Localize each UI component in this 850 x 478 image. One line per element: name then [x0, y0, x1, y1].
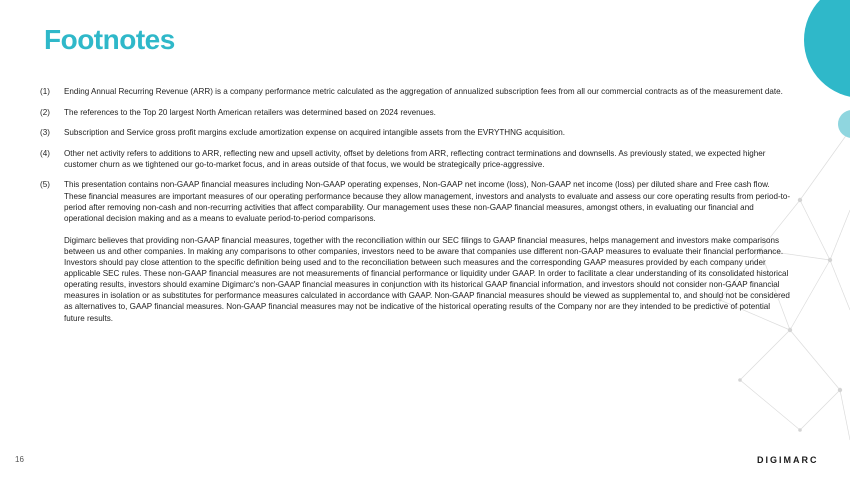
footnote-1	[40, 86, 792, 97]
footnote-number: (5)	[40, 180, 50, 190]
footnote-text: Other net activity refers to additions to ARR, reflecting new and upsell activity, offset by deletions from ARR, reflecting contract terminations and downsells. As previously stated, we expected higher customer churn as we tightened our go-to-market focus, and in areas outside of that focus, we would be strategically price-aggressive.	[64, 148, 766, 169]
footnote-text: Ending Annual Recurring Revenue (ARR) is a company performance metric calculated as the aggregation of annualized subscription fees from all our commercial contracts as of the measurement date.	[64, 87, 783, 96]
page-number: 16	[15, 455, 24, 464]
page-title: Footnotes	[44, 24, 175, 55]
footnote-2	[40, 107, 792, 118]
footnotes-list	[40, 86, 792, 333]
accent-circle-small	[838, 110, 850, 138]
footnote-5	[40, 179, 792, 323]
brand-logo: DIGIMARC	[757, 455, 819, 465]
footnote-text: Subscription and Service gross profit margins exclude amortization expense on acquired intangible assets from the EVRYTHNG acquisition.	[64, 128, 566, 138]
footnote-text: The references to the Top 20 largest North American retailers was determined based on 2024 revenues.	[64, 107, 436, 117]
footnote-text: This presentation contains non-GAAP financial measures including Non-GAAP operating expenses, Non-GAAP net income (loss), Non-GAAP net income (loss) per diluted share and Free cash flow. These financial measures are important measures of our operating performance because they allow management, investors and analysts to evaluate and assess our core operating results from period-to-period after removing non-cash and non-recurring activities that affect comparability. Our management uses these non-GAAP financial measures, amongst others, in evaluating our financial and operational decision making and as a means to evaluate period-to-period comparisons.	[64, 180, 791, 223]
footnote-3	[40, 127, 792, 138]
footnote-number: (1)	[40, 87, 50, 96]
footnote-number: (4)	[40, 148, 50, 158]
accent-circle	[804, 0, 850, 98]
footnote-text-continued: Digimarc believes that providing non-GAAP financial measures, together with the reconciliation within our SEC filings to GAAP financial measures, helps management and investors make comparisons between us and other companies. In making any comparisons to other companies, investors need to be aware that companies use different non-GAAP measures to evaluate their financial performance. Investors should pay close attention to the specific definition being used and to the reconciliation between such measures and the corresponding GAAP measures provided by each company under applicable SEC rules. These non-GAAP financial measures are not measurements of financial performance or liquidity under GAAP. In order to facilitate a clear understanding of its consolidated historical operating results, investors should examine Digimarc's non-GAAP financial measures in conjunction with its historical GAAP financial information, and investors should not consider non-GAAP financial measures in isolation or as substitutes for performance measures calculated in accordance with GAAP. Non-GAAP financial measures should be viewed as supplemental to, and should not be considered as alternatives to, GAAP financial measures. Non-GAAP financial measures may not be indicative of the historical operating results of the Company nor are they intended to be predictive of potential future results.	[64, 235, 790, 323]
footnote-number: (2)	[40, 107, 50, 117]
footnote-4	[40, 148, 792, 170]
footnote-number: (3)	[40, 128, 50, 138]
